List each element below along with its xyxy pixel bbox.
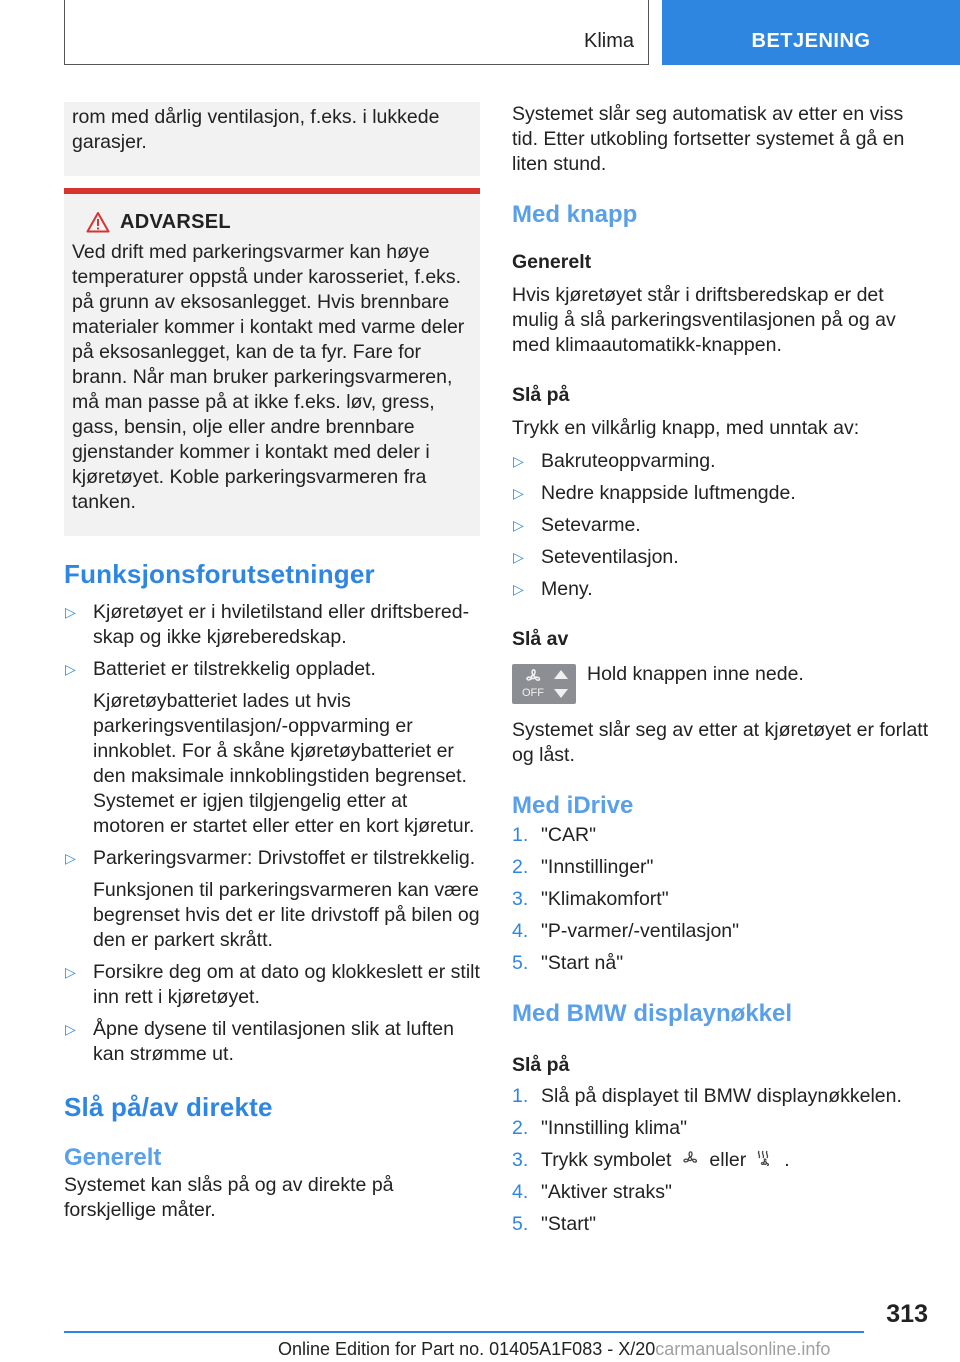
on-text: Trykk en vilkårlig knapp, med unntak av:: [512, 417, 860, 439]
step-item: [512, 855, 932, 880]
heading-med-knapp: Med knapp: [512, 201, 638, 228]
step-number: 3.: [512, 888, 529, 910]
triangle-bullet-icon: ▷: [513, 453, 524, 469]
step-item: [512, 1212, 932, 1237]
general-text: Systemet kan slås på og av direkte på forskjellige måter.: [64, 1174, 394, 1221]
list-item-subtext: Kjøretøybatteriet lades ut hvis parkeringsventilasjon/-oppvarming er innkoblet. For å skåne kjøretøybatteriet er den maksimale innkoblingstiden begrenset. Systemet er igjen tilgjengelig etter at motoren er startet eller etter en kort kjøretur.: [93, 690, 475, 837]
subheading-sla-av: Slå av: [512, 628, 569, 650]
note-text: rom med dårlig ventilasjon, f.eks. i lukkede garasjer.: [72, 106, 440, 153]
step-item: [512, 1116, 932, 1141]
off-label: OFF: [522, 687, 544, 699]
arrow-down-icon: [553, 688, 569, 699]
header-chapter: Klima: [583, 30, 634, 52]
list-item-text: Setevarme.: [541, 514, 641, 536]
right-column: [512, 102, 932, 1237]
step-text: .: [784, 1149, 790, 1171]
list-item-text: Kjøretøyet er i hviletilstand eller driftsberedskap og ikke kjøreberedskap.: [93, 601, 470, 648]
step-item: [512, 887, 932, 912]
arrow-up-icon: [553, 669, 569, 680]
step-number: 1.: [512, 824, 529, 846]
heading-med-idrive: Med iDrive: [512, 792, 634, 819]
list-item-text: Åpne dysene til ventilasjonen slik at luften kan strømme ut.: [93, 1018, 454, 1065]
step-number: 3.: [512, 1149, 529, 1171]
on-list: [512, 449, 932, 602]
subheading-sla-pa: Slå på: [512, 384, 570, 406]
list-item: [512, 577, 932, 602]
step-number: 4.: [512, 1181, 529, 1203]
list-item-text: Meny.: [541, 578, 593, 600]
triangle-bullet-icon: ▷: [513, 549, 524, 565]
intro-text: Systemet slår seg automatisk av etter en viss tid. Etter utkobling fortsetter systemet å gå en liten stund.: [512, 103, 905, 175]
key-steps: [512, 1084, 932, 1237]
subheading-generelt: Generelt: [512, 251, 592, 273]
warning-title: [86, 208, 472, 236]
step-text: "Innstillinger": [541, 856, 654, 878]
step-text: "Start nå": [541, 952, 624, 974]
list-item: [64, 600, 480, 650]
heading-funksjonsforutsetninger: Funksjonsforutsetninger: [64, 559, 375, 589]
step-number: 2.: [512, 1117, 529, 1139]
triangle-bullet-icon: ▷: [513, 581, 524, 597]
warning-triangle-icon: [86, 211, 110, 233]
footer-divider: [64, 1331, 864, 1333]
step-text: "P-varmer/-ventilasjon": [541, 920, 740, 942]
warning-title-text: ADVARSEL: [120, 210, 231, 233]
list-item: [512, 513, 932, 538]
list-item: [64, 657, 480, 839]
step-item: [512, 1148, 932, 1173]
left-column: [64, 102, 480, 1223]
off-after-text: Systemet slår seg av etter at kjøretøyet er forlatt og låst.: [512, 719, 929, 766]
heat-symbol-icon: [754, 1149, 776, 1169]
footer-edition: [278, 1339, 830, 1360]
triangle-bullet-icon: ▷: [513, 517, 524, 533]
step-number: 1.: [512, 1085, 529, 1107]
step-item: [512, 1084, 932, 1109]
triangle-bullet-icon: ▷: [65, 850, 76, 866]
warning-text: Ved drift med parkeringsvarmer kan høye temperaturer oppstå under karosseriet, f.eks. på grunn av eksosanlegget. Hvis brennbare materialer kommer i kontakt med varme deler på eksosanlegget, kan de ta fyr. Fare for brann. Når man bruker parkeringsvarmeren, må man passe på at ikke f.eks. løv, gress, gass, bensin, olje eller andre brennbare gjenstander kommer i kontakt med deler i kjøretøyet. Koble parkeringsvarmeren fra tanken.: [72, 241, 465, 513]
off-instruction: [512, 664, 932, 704]
header-chapter-box: [64, 0, 649, 65]
triangle-bullet-icon: ▷: [65, 604, 76, 620]
warning-box: [64, 188, 480, 536]
step-text: "Klimakomfort": [541, 888, 669, 910]
triangle-bullet-icon: ▷: [65, 661, 76, 677]
list-item: [512, 449, 932, 474]
list-item: [512, 481, 932, 506]
triangle-bullet-icon: ▷: [65, 1021, 76, 1037]
footer-watermark: carmanualsonline.info: [655, 1339, 831, 1359]
step-item: [512, 823, 932, 848]
step-item: [512, 919, 932, 944]
list-item-text: Parkeringsvarmer: Drivstoffet er tilstrekkelig.: [93, 847, 476, 869]
step-text: Trykk symbolet: [541, 1149, 672, 1171]
step-number: 4.: [512, 920, 529, 942]
step-number: 5.: [512, 1213, 529, 1235]
step-number: 2.: [512, 856, 529, 878]
header-section-tab: [662, 0, 960, 65]
list-item-subtext: Funksjonen til parkeringsvarmeren kan være begrenset hvis det er lite drivstoff på bilen og den er parkert skrått.: [93, 879, 480, 951]
step-item: [512, 1180, 932, 1205]
step-item: [512, 951, 932, 976]
off-text: Hold knappen inne nede.: [587, 663, 804, 685]
list-item: [64, 960, 480, 1010]
heading-sla-pa-av-direkte: Slå på/av direkte: [64, 1092, 273, 1122]
step-text: "CAR": [541, 824, 597, 846]
step-text: "Innstilling klima": [541, 1117, 688, 1139]
footer-edition-text: Online Edition for Part no. 01405A1F083 - X/20: [278, 1339, 656, 1359]
step-number: 5.: [512, 952, 529, 974]
func-list: [64, 600, 480, 1067]
triangle-bullet-icon: ▷: [513, 485, 524, 501]
fan-off-button-image: [512, 664, 576, 704]
list-item: [64, 846, 480, 953]
step-text: Slå på displayet til BMW displaynøkkelen.: [541, 1085, 902, 1107]
heading-med-bmw-displaynokkel: Med BMW displaynøkkel: [512, 1000, 793, 1027]
header-section: BETJENING: [751, 30, 871, 52]
heading-generelt: Generelt: [64, 1144, 162, 1171]
list-item-text: Nedre knappside luftmengde.: [541, 482, 796, 504]
list-item: [512, 545, 932, 570]
page-number: 313: [886, 1300, 928, 1328]
list-item: [64, 1017, 480, 1067]
step-text: "Start": [541, 1213, 597, 1235]
button-general-text: Hvis kjøretøyet står i driftsberedskap er det mulig å slå parkeringsventilasjonen på og av med klimaautomatikk-knappen.: [512, 284, 896, 356]
list-item-text: Seteventilasjon.: [541, 546, 679, 568]
note-box: [64, 102, 480, 176]
list-item-text: Batteriet er tilstrekkelig oppladet.: [93, 658, 376, 680]
fan-symbol-icon: [679, 1149, 701, 1169]
idrive-steps: [512, 823, 932, 976]
triangle-bullet-icon: ▷: [65, 964, 76, 980]
subheading-key-sla-pa: Slå på: [512, 1054, 570, 1076]
list-item-text: Forsikre deg om at dato og klokkeslett er stilt inn rett i kjøretøyet.: [93, 961, 480, 1008]
list-item-text: Bakruteoppvarming.: [541, 450, 716, 472]
step-text: eller: [709, 1149, 747, 1171]
step-text: "Aktiver straks": [541, 1181, 672, 1203]
fan-icon: [522, 668, 544, 686]
